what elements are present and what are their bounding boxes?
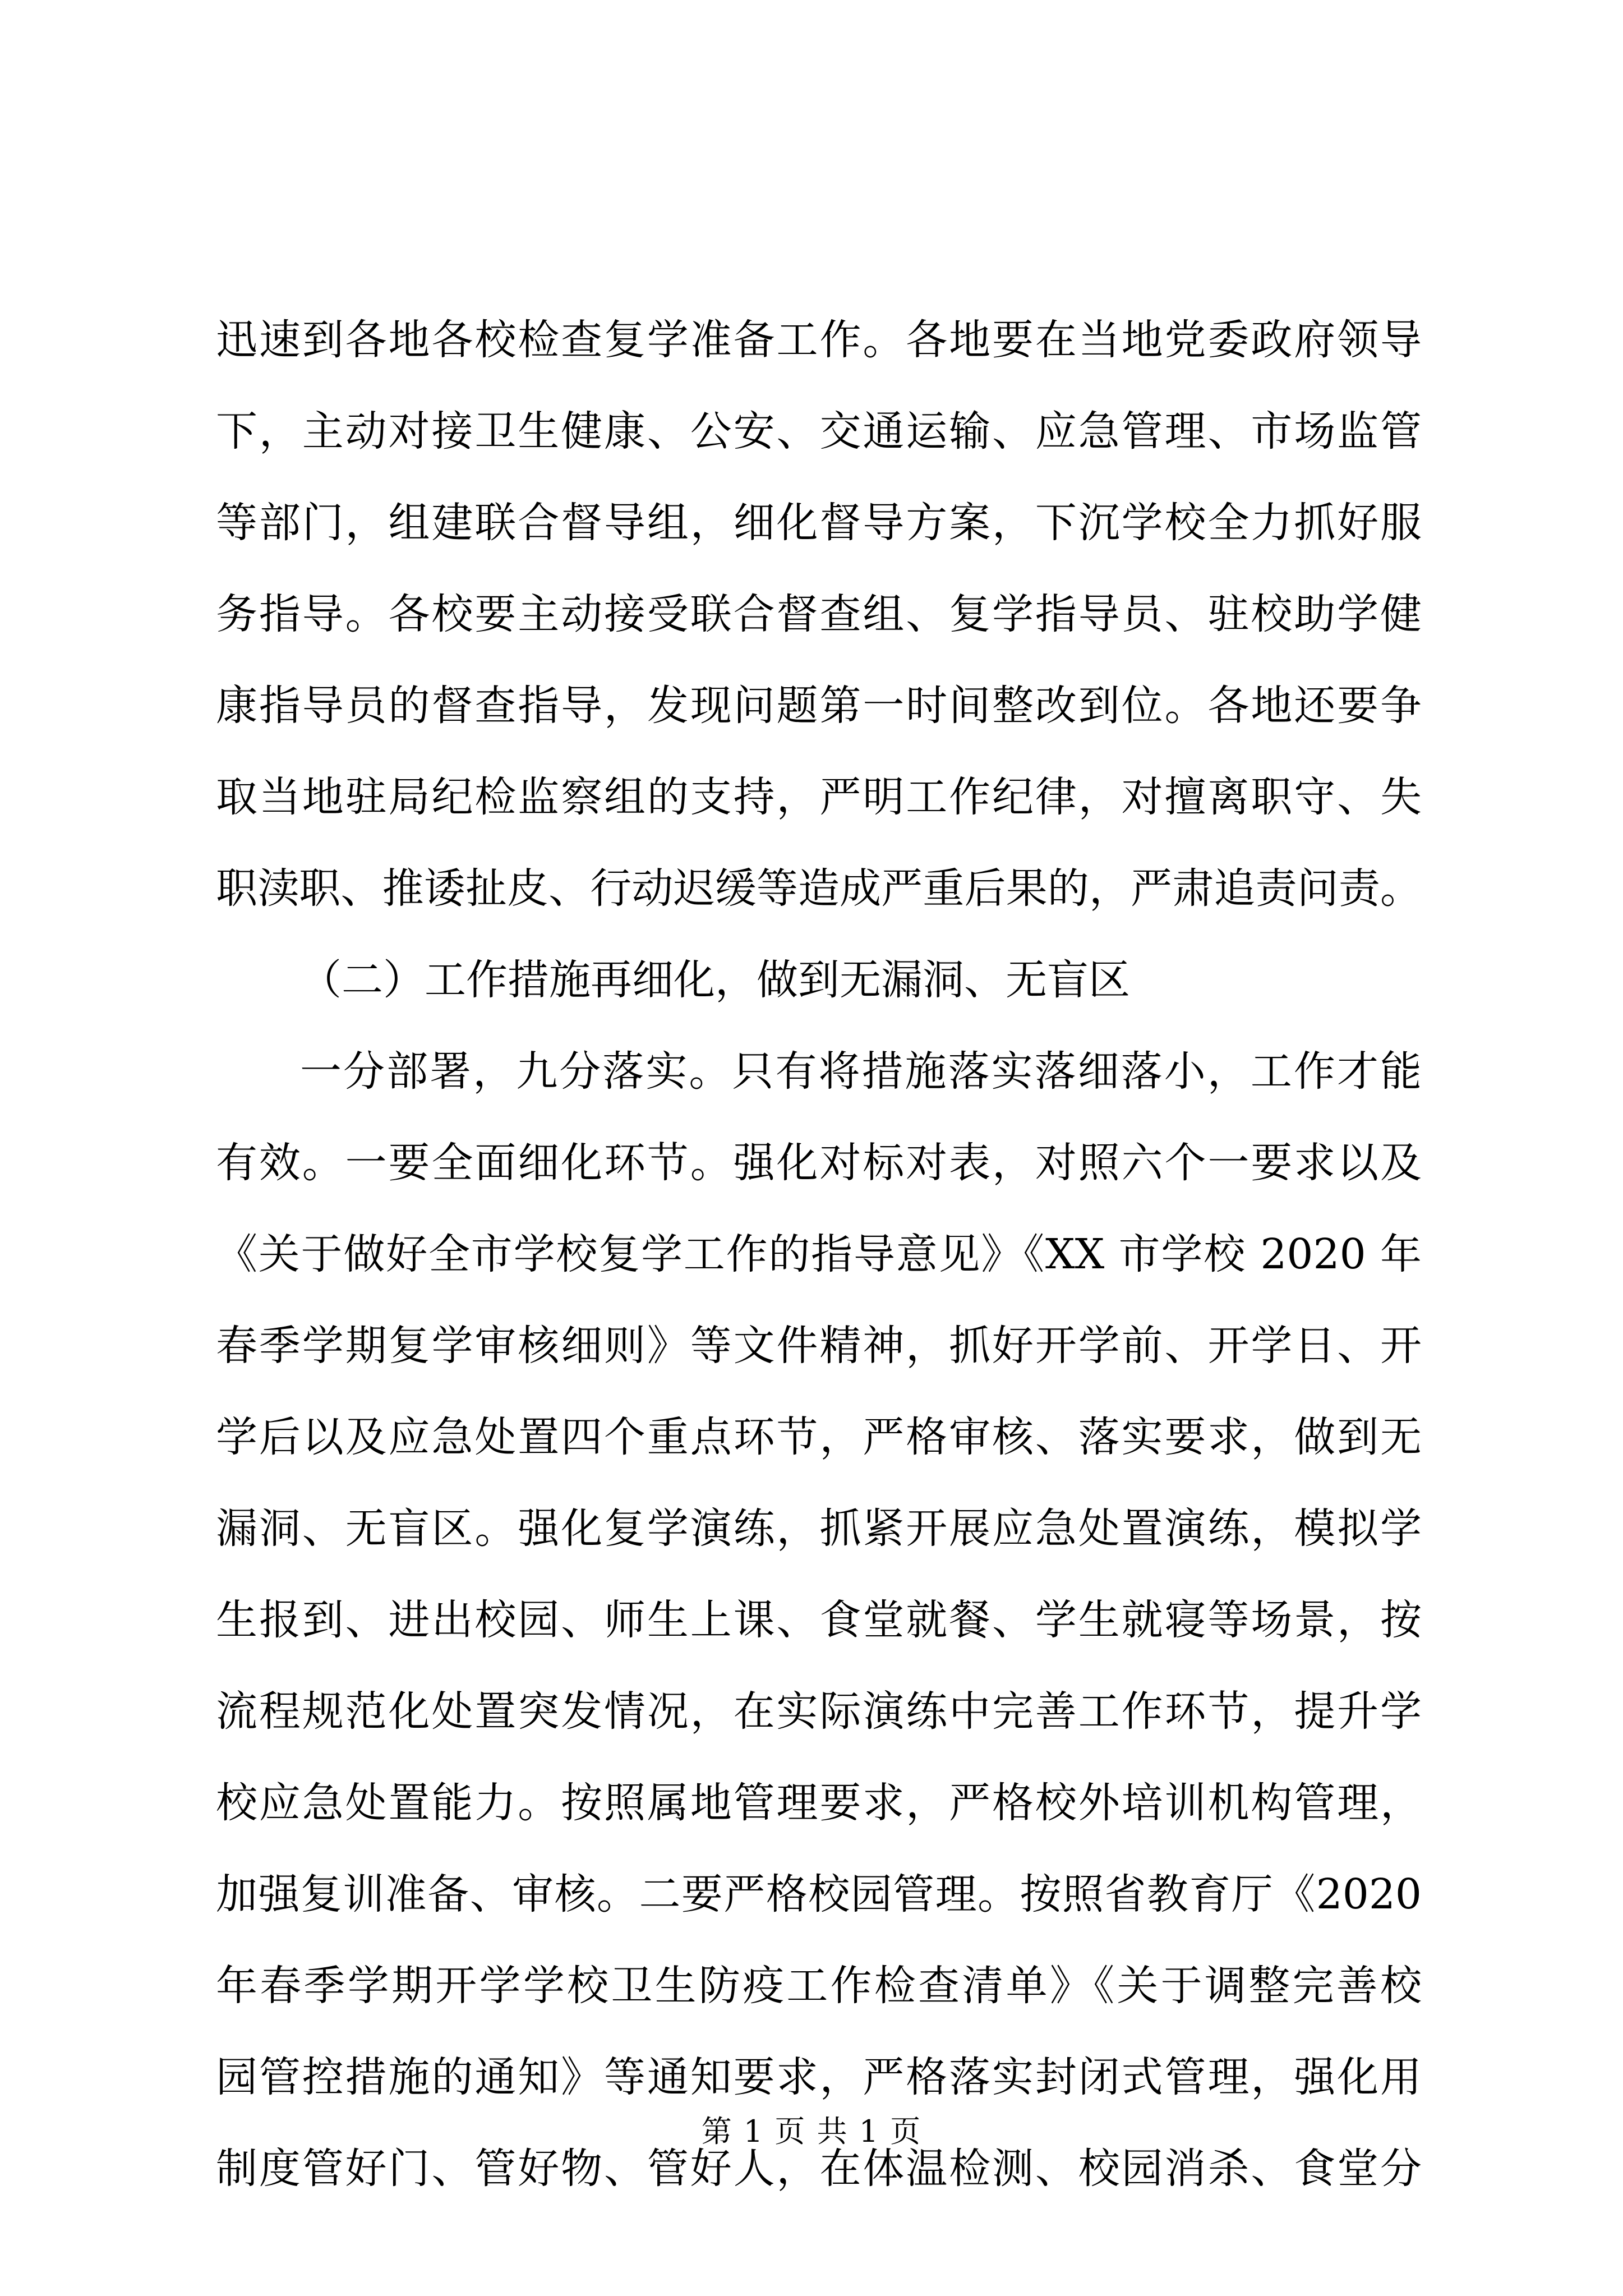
text-line: 流程规范化处置突发情况，在实际演练中完善工作环节，提升学 [216,1687,1422,1736]
text-line: 迅速到各地各校检查复学准备工作。各地要在当地党委政府领导 [216,316,1422,364]
text-line: 校应急处置能力。按照属地管理要求，严格校外培训机构管理， [216,1779,1422,1827]
document-body [216,295,1422,2215]
text-line: 取当地驻局纪检监察组的支持，严明工作纪律，对擅离职守、失 [216,773,1422,821]
text-line: 年春季学期开学学校卫生防疫工作检查清单》《关于调整完善校 [216,1962,1422,2010]
text-line: 生报到、进出校园、师生上课、食堂就餐、学生就寝等场景，按 [216,1596,1422,1644]
section-heading: （二）工作措施再细化，做到无漏洞、无盲区 [300,956,1130,1004]
text-line: 有效。一要全面细化环节。强化对标对表，对照六个一要求以及 [216,1139,1422,1187]
text-line: 加强复训准备、审核。二要严格校园管理。按照省教育厅《2020 [216,1870,1422,1918]
text-line: 职渎职、推诿扯皮、行动迟缓等造成严重后果的，严肃追责问责。 [216,864,1422,913]
text-line: 等部门，组建联合督导组，细化督导方案，下沉学校全力抓好服 [216,499,1422,547]
text-line: 漏洞、无盲区。强化复学演练，抓紧开展应急处置演练，模拟学 [216,1504,1422,1553]
text-line: 务指导。各校要主动接受联合督查组、复学指导员、驻校助学健 [216,590,1422,638]
text-line: 《关于做好全市学校复学工作的指导意见》《XX 市学校 2020 年 [216,1230,1422,1278]
text-line: 制度管好门、管好物、管好人，在体温检测、校园消杀、食堂分 [216,2145,1422,2193]
page-footer: 第 1 页 共 1 页 [701,2114,922,2149]
text-line: 春季学期复学审核细则》等文件精神，抓好开学前、开学日、开 [216,1322,1422,1370]
text-line: 下，主动对接卫生健康、公安、交通运输、应急管理、市场监管 [216,407,1422,455]
text-line: 学后以及应急处置四个重点环节，严格审核、落实要求，做到无 [216,1413,1422,1461]
text-line: 园管控措施的通知》等通知要求，严格落实封闭式管理，强化用 [216,2053,1422,2101]
text-line: 康指导员的督查指导，发现问题第一时间整改到位。各地还要争 [216,682,1422,730]
paragraph-first-line: 一分部署，九分落实。只有将措施落实落细落小，工作才能 [300,1047,1422,1096]
